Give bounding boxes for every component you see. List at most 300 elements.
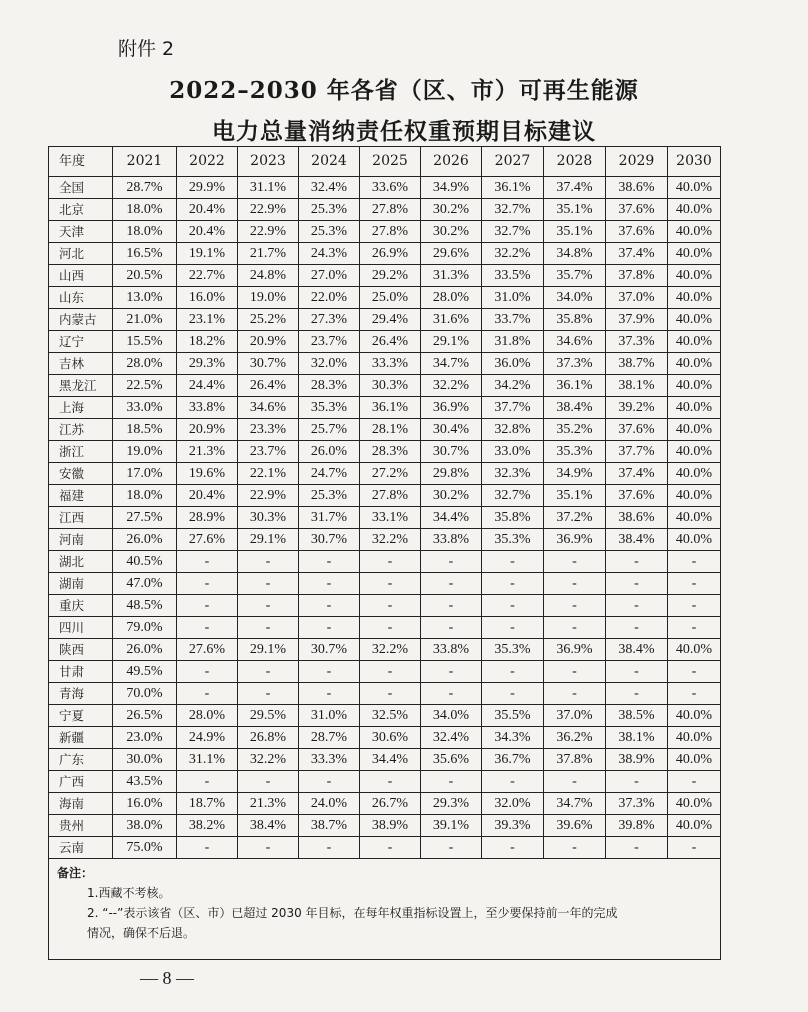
weight-cell: -: [421, 551, 482, 573]
weight-cell: -: [360, 617, 421, 639]
weight-cell: 40.0%: [668, 815, 721, 837]
weight-cell: 38.4%: [238, 815, 299, 837]
weight-cell: -: [606, 573, 668, 595]
table-row: [49, 815, 721, 837]
region-name: 青海: [49, 683, 113, 705]
weight-cell: -: [421, 617, 482, 639]
table-row: [49, 551, 721, 573]
weight-cell: 32.2%: [238, 749, 299, 771]
region-name: 辽宁: [49, 331, 113, 353]
weight-cell: -: [544, 837, 606, 859]
weight-cell: 33.0%: [113, 397, 177, 419]
weight-cell: -: [177, 837, 238, 859]
weight-cell: 20.9%: [177, 419, 238, 441]
weight-cell: -: [360, 661, 421, 683]
year-header: 2027: [482, 147, 544, 177]
weight-cell: 37.0%: [606, 287, 668, 309]
weight-cell: 25.0%: [360, 287, 421, 309]
weight-cell: 17.0%: [113, 463, 177, 485]
weight-cell: 35.5%: [482, 705, 544, 727]
weight-cell: 31.7%: [299, 507, 360, 529]
table-row: [49, 727, 721, 749]
weight-cell: 30.7%: [299, 639, 360, 661]
region-name: 四川: [49, 617, 113, 639]
weight-cell: 15.5%: [113, 331, 177, 353]
weight-cell: 25.3%: [299, 485, 360, 507]
weight-cell: 40.0%: [668, 749, 721, 771]
region-name: 北京: [49, 199, 113, 221]
weight-cell: -: [299, 661, 360, 683]
region-name: 山东: [49, 287, 113, 309]
weight-cell: -: [482, 683, 544, 705]
weight-cell: 38.1%: [606, 375, 668, 397]
table-row: [49, 287, 721, 309]
weight-cell: 33.8%: [421, 529, 482, 551]
weight-cell: 40.0%: [668, 463, 721, 485]
weight-cell: -: [299, 771, 360, 793]
weight-cell: 29.4%: [360, 309, 421, 331]
weight-cell: 40.0%: [668, 199, 721, 221]
weight-cell: 30.6%: [360, 727, 421, 749]
weight-cell: 16.0%: [113, 793, 177, 815]
weight-cell: -: [238, 661, 299, 683]
weight-cell: 39.8%: [606, 815, 668, 837]
weight-cell: 37.4%: [606, 463, 668, 485]
weight-cell: 28.0%: [113, 353, 177, 375]
weight-cell: 31.1%: [238, 177, 299, 199]
weight-cell: 36.7%: [482, 749, 544, 771]
table-row: [49, 595, 721, 617]
table-row: [49, 639, 721, 661]
weight-cell: -: [360, 595, 421, 617]
table-row: [49, 793, 721, 815]
weight-cell: 34.9%: [544, 463, 606, 485]
weight-cell: 27.8%: [360, 485, 421, 507]
weight-cell: -: [360, 683, 421, 705]
weight-cell: 20.4%: [177, 199, 238, 221]
weight-cell: -: [544, 661, 606, 683]
weight-cell: 40.0%: [668, 221, 721, 243]
weight-cell: 35.1%: [544, 485, 606, 507]
weight-cell: 38.0%: [113, 815, 177, 837]
weight-cell: -: [668, 683, 721, 705]
weight-cell: 30.3%: [238, 507, 299, 529]
weight-cell: 29.5%: [238, 705, 299, 727]
weight-cell: 49.5%: [113, 661, 177, 683]
weight-cell: -: [177, 551, 238, 573]
weight-cell: 18.2%: [177, 331, 238, 353]
table-header-row: [49, 147, 721, 177]
weight-cell: 33.5%: [482, 265, 544, 287]
weight-cell: -: [482, 661, 544, 683]
weight-cell: 24.8%: [238, 265, 299, 287]
weight-cell: -: [360, 551, 421, 573]
weight-cell: 28.7%: [113, 177, 177, 199]
weight-cell: 34.4%: [421, 507, 482, 529]
weight-cell: 36.1%: [544, 375, 606, 397]
weight-cell: -: [544, 551, 606, 573]
weight-cell: 40.0%: [668, 397, 721, 419]
weight-cell: 30.4%: [421, 419, 482, 441]
region-name: 河南: [49, 529, 113, 551]
weight-cell: 33.1%: [360, 507, 421, 529]
weight-cell: 26.7%: [360, 793, 421, 815]
weight-cell: 40.0%: [668, 375, 721, 397]
weight-cell: 19.0%: [238, 287, 299, 309]
weight-cell: 31.8%: [482, 331, 544, 353]
weight-cell: 40.0%: [668, 287, 721, 309]
weight-cell: 18.0%: [113, 485, 177, 507]
weight-cell: -: [177, 661, 238, 683]
weight-cell: 33.3%: [360, 353, 421, 375]
weight-cell: 23.0%: [113, 727, 177, 749]
region-name: 海南: [49, 793, 113, 815]
corner-header: 年度: [49, 147, 113, 177]
region-name: 内蒙古: [49, 309, 113, 331]
weight-cell: 35.3%: [482, 639, 544, 661]
weight-cell: -: [299, 683, 360, 705]
weight-cell: 38.6%: [606, 177, 668, 199]
weight-cell: -: [668, 837, 721, 859]
weight-cell: 32.8%: [482, 419, 544, 441]
weight-cell: -: [606, 595, 668, 617]
weight-cell: 32.4%: [299, 177, 360, 199]
weight-cell: -: [177, 771, 238, 793]
region-name: 黑龙江: [49, 375, 113, 397]
weight-cell: -: [482, 771, 544, 793]
weight-cell: 38.4%: [606, 529, 668, 551]
region-name: 陕西: [49, 639, 113, 661]
region-name: 湖北: [49, 551, 113, 573]
weight-cell: 40.0%: [668, 419, 721, 441]
weight-cell: 29.1%: [238, 639, 299, 661]
weight-cell: 40.0%: [668, 727, 721, 749]
weight-cell: 20.9%: [238, 331, 299, 353]
weight-cell: 38.9%: [360, 815, 421, 837]
weight-cell: 20.4%: [177, 221, 238, 243]
weight-cell: 40.5%: [113, 551, 177, 573]
weight-cell: 27.0%: [299, 265, 360, 287]
weight-cell: 34.3%: [482, 727, 544, 749]
weight-cell: 40.0%: [668, 485, 721, 507]
weight-cell: 37.7%: [482, 397, 544, 419]
weight-cell: -: [238, 551, 299, 573]
weight-cell: 34.6%: [238, 397, 299, 419]
region-name: 安徽: [49, 463, 113, 485]
table-row: [49, 617, 721, 639]
weight-cell: 26.4%: [238, 375, 299, 397]
weight-cell: 33.6%: [360, 177, 421, 199]
region-name: 山西: [49, 265, 113, 287]
weight-cell: 32.7%: [482, 485, 544, 507]
weight-cell: 28.3%: [360, 441, 421, 463]
weight-cell: 37.4%: [544, 177, 606, 199]
weight-cell: -: [544, 771, 606, 793]
weight-cell: 32.3%: [482, 463, 544, 485]
weight-cell: 23.3%: [238, 419, 299, 441]
weight-cell: 29.3%: [421, 793, 482, 815]
weight-cell: -: [238, 573, 299, 595]
table-row: [49, 661, 721, 683]
weight-cell: 48.5%: [113, 595, 177, 617]
weight-cell: -: [421, 837, 482, 859]
region-name: 天津: [49, 221, 113, 243]
document-title-line-1: 2022–2030 年各省（区、市）可再生能源: [169, 77, 639, 104]
weight-cell: 26.9%: [360, 243, 421, 265]
weight-cell: 22.9%: [238, 221, 299, 243]
table-row: [49, 265, 721, 287]
weight-cell: -: [668, 573, 721, 595]
weight-cell: -: [177, 595, 238, 617]
weight-cell: 40.0%: [668, 265, 721, 287]
weight-cell: 34.7%: [544, 793, 606, 815]
year-header: 2025: [360, 147, 421, 177]
weight-cell: 38.9%: [606, 749, 668, 771]
weight-cell: 31.0%: [299, 705, 360, 727]
weight-cell: 19.6%: [177, 463, 238, 485]
notes-label: 备注：: [57, 866, 94, 880]
weight-cell: 25.7%: [299, 419, 360, 441]
weight-cell: 24.3%: [299, 243, 360, 265]
weight-cell: 22.9%: [238, 199, 299, 221]
weight-cell: 29.2%: [360, 265, 421, 287]
weight-cell: 32.7%: [482, 221, 544, 243]
year-header: 2029: [606, 147, 668, 177]
weight-cell: 36.9%: [544, 529, 606, 551]
weight-cell: -: [668, 661, 721, 683]
region-name: 湖南: [49, 573, 113, 595]
weight-cell: 35.3%: [544, 441, 606, 463]
weight-cell: 20.4%: [177, 485, 238, 507]
weight-cell: 32.4%: [421, 727, 482, 749]
weight-cell: 27.5%: [113, 507, 177, 529]
weight-cell: 35.8%: [482, 507, 544, 529]
weight-cell: 37.6%: [606, 199, 668, 221]
weight-cell: 23.7%: [238, 441, 299, 463]
weight-cell: -: [482, 837, 544, 859]
region-name: 吉林: [49, 353, 113, 375]
weight-cell: 28.1%: [360, 419, 421, 441]
weight-cell: -: [299, 551, 360, 573]
weight-cell: 27.2%: [360, 463, 421, 485]
weight-cell: 26.0%: [299, 441, 360, 463]
table-row: [49, 331, 721, 353]
weight-cell: -: [299, 573, 360, 595]
weight-cell: 25.3%: [299, 221, 360, 243]
weight-cell: 22.7%: [177, 265, 238, 287]
year-header: 2026: [421, 147, 482, 177]
weight-cell: 38.7%: [606, 353, 668, 375]
weight-cell: 26.0%: [113, 639, 177, 661]
weight-cell: 34.8%: [544, 243, 606, 265]
weight-cell: 38.2%: [177, 815, 238, 837]
weight-cell: 36.9%: [544, 639, 606, 661]
weight-cell: -: [606, 617, 668, 639]
weight-cell: -: [177, 573, 238, 595]
weight-cell: 22.0%: [299, 287, 360, 309]
weight-cell: -: [668, 617, 721, 639]
weight-cell: 29.9%: [177, 177, 238, 199]
table-row: [49, 507, 721, 529]
region-name: 浙江: [49, 441, 113, 463]
weight-cell: 25.3%: [299, 199, 360, 221]
weight-cell: -: [606, 661, 668, 683]
weight-cell: 38.1%: [606, 727, 668, 749]
weight-cell: 40.0%: [668, 331, 721, 353]
weight-cell: 26.4%: [360, 331, 421, 353]
weight-cell: -: [299, 595, 360, 617]
weight-cell: 18.7%: [177, 793, 238, 815]
year-header: 2022: [177, 147, 238, 177]
weight-cell: 40.0%: [668, 177, 721, 199]
weight-cell: 33.7%: [482, 309, 544, 331]
table-row: [49, 705, 721, 727]
weight-cell: 27.6%: [177, 639, 238, 661]
weight-cell: 32.0%: [299, 353, 360, 375]
weight-cell: 32.7%: [482, 199, 544, 221]
region-name: 全国: [49, 177, 113, 199]
weight-cell: 33.0%: [482, 441, 544, 463]
weight-cell: 40.0%: [668, 793, 721, 815]
region-name: 重庆: [49, 595, 113, 617]
year-header: 2021: [113, 147, 177, 177]
weight-cell: -: [668, 551, 721, 573]
weight-cell: 26.8%: [238, 727, 299, 749]
weight-cell: 16.0%: [177, 287, 238, 309]
region-name: 广东: [49, 749, 113, 771]
table-row: [49, 771, 721, 793]
weight-cell: -: [421, 771, 482, 793]
weight-cell: 35.2%: [544, 419, 606, 441]
region-name: 宁夏: [49, 705, 113, 727]
weight-cell: 34.6%: [544, 331, 606, 353]
weight-cell: 30.7%: [299, 529, 360, 551]
weight-cell: 39.3%: [482, 815, 544, 837]
weight-cell: 35.3%: [299, 397, 360, 419]
weight-cell: 18.0%: [113, 221, 177, 243]
weight-cell: 35.8%: [544, 309, 606, 331]
weight-cell: 34.9%: [421, 177, 482, 199]
weight-cell: 38.5%: [606, 705, 668, 727]
weight-cell: 22.9%: [238, 485, 299, 507]
weight-cell: -: [360, 771, 421, 793]
weight-cell: 29.1%: [238, 529, 299, 551]
weight-cell: 30.2%: [421, 199, 482, 221]
table-row: [49, 375, 721, 397]
weight-cell: 30.0%: [113, 749, 177, 771]
weight-cell: 29.8%: [421, 463, 482, 485]
weight-cell: 79.0%: [113, 617, 177, 639]
table-row: [49, 485, 721, 507]
weight-cell: 38.4%: [544, 397, 606, 419]
notes-row: [49, 859, 721, 960]
weight-cell: -: [482, 617, 544, 639]
weight-cell: -: [299, 617, 360, 639]
weight-cell: 30.7%: [421, 441, 482, 463]
weight-cell: 38.7%: [299, 815, 360, 837]
page-number: — 8 —: [140, 968, 194, 988]
year-header: 2028: [544, 147, 606, 177]
weight-cell: 13.0%: [113, 287, 177, 309]
weight-cell: 19.0%: [113, 441, 177, 463]
weight-cell: -: [360, 573, 421, 595]
table-row: [49, 309, 721, 331]
weight-cell: 29.1%: [421, 331, 482, 353]
weight-cell: 31.1%: [177, 749, 238, 771]
region-name: 江西: [49, 507, 113, 529]
weight-cell: 40.0%: [668, 529, 721, 551]
weight-cell: 32.0%: [482, 793, 544, 815]
weight-cell: -: [177, 683, 238, 705]
table-row: [49, 419, 721, 441]
weight-cell: 35.3%: [482, 529, 544, 551]
weight-cell: 29.3%: [177, 353, 238, 375]
table-row: [49, 397, 721, 419]
table-row: [49, 353, 721, 375]
weight-cell: 38.4%: [606, 639, 668, 661]
weight-cell: 24.4%: [177, 375, 238, 397]
weight-cell: 37.8%: [544, 749, 606, 771]
table-row: [49, 243, 721, 265]
weight-cell: 40.0%: [668, 639, 721, 661]
weight-cell: -: [238, 771, 299, 793]
region-name: 广西: [49, 771, 113, 793]
weight-cell: 28.0%: [421, 287, 482, 309]
weight-cell: 35.1%: [544, 199, 606, 221]
region-name: 新疆: [49, 727, 113, 749]
weight-cell: 24.0%: [299, 793, 360, 815]
weight-cell: 37.6%: [606, 221, 668, 243]
weight-cell: 34.0%: [421, 705, 482, 727]
region-name: 甘肃: [49, 661, 113, 683]
weight-cell: 27.8%: [360, 221, 421, 243]
table-row: [49, 529, 721, 551]
weight-cell: 21.3%: [238, 793, 299, 815]
weight-cell: -: [238, 595, 299, 617]
weight-cell: 40.0%: [668, 243, 721, 265]
weight-cell: 39.2%: [606, 397, 668, 419]
weight-cell: 30.3%: [360, 375, 421, 397]
weight-cell: 27.8%: [360, 199, 421, 221]
weight-cell: 39.6%: [544, 815, 606, 837]
note-line-2: 2. “--”表示该省（区、市）已超过 2030 年目标，在每年权重指标设置上，至少要保持前一年的完成: [87, 906, 618, 920]
weight-cell: 18.0%: [113, 199, 177, 221]
weight-cell: 36.1%: [360, 397, 421, 419]
weight-cell: 20.5%: [113, 265, 177, 287]
weight-cell: -: [606, 683, 668, 705]
region-name: 江苏: [49, 419, 113, 441]
weight-cell: -: [544, 573, 606, 595]
weight-cell: -: [482, 595, 544, 617]
weight-cell: -: [606, 551, 668, 573]
weight-cell: 34.4%: [360, 749, 421, 771]
weight-cell: 75.0%: [113, 837, 177, 859]
year-header: 2023: [238, 147, 299, 177]
region-name: 云南: [49, 837, 113, 859]
weight-cell: 33.3%: [299, 749, 360, 771]
weight-cell: 37.6%: [606, 419, 668, 441]
weight-cell: -: [544, 595, 606, 617]
table-row: [49, 573, 721, 595]
weight-cell: -: [482, 551, 544, 573]
weight-cell: -: [360, 837, 421, 859]
weight-cell: 33.8%: [421, 639, 482, 661]
weight-cell: 37.7%: [606, 441, 668, 463]
weight-cell: 40.0%: [668, 353, 721, 375]
weight-cell: 24.9%: [177, 727, 238, 749]
document-title-line-2: 电力总量消纳责任权重预期目标建议: [212, 118, 596, 145]
weight-cell: 34.2%: [482, 375, 544, 397]
